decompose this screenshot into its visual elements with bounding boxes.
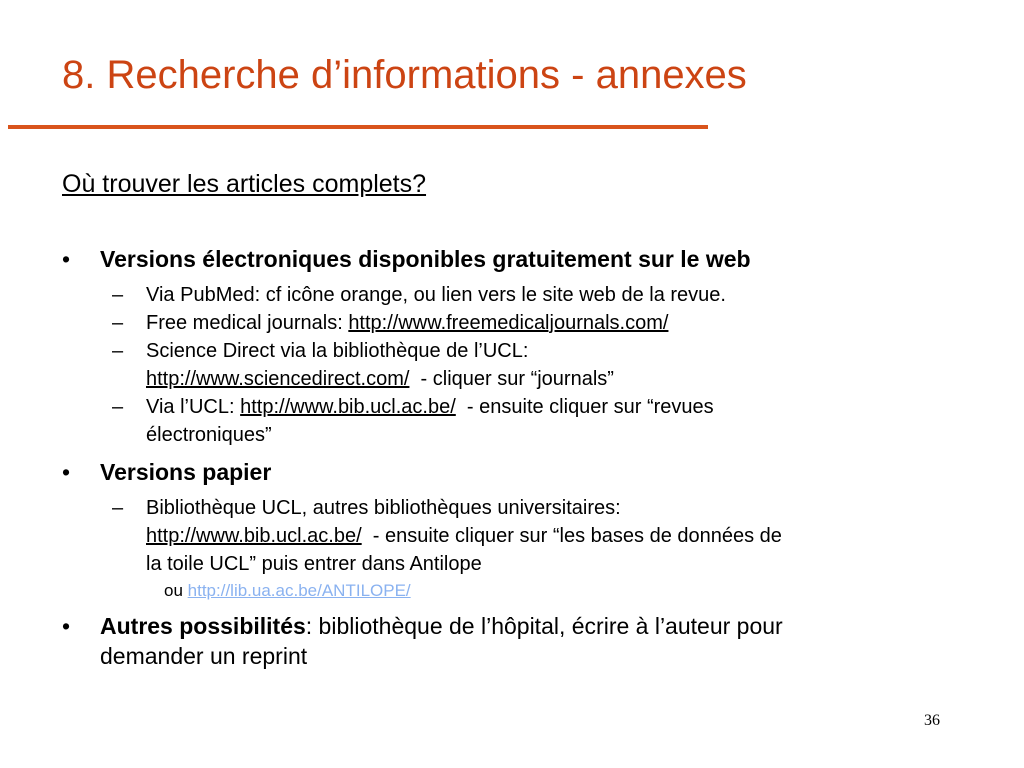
list-item-via-ucl <box>62 393 962 449</box>
slide-subtitle: Où trouver les articles complets? <box>62 170 427 198</box>
bullet-rest: : bibliothèque de l’hôpital, écrire à l’auteur pour <box>305 613 783 639</box>
list-item-text: Bibliothèque UCL, autres bibliothèques universitaires: <box>146 497 621 519</box>
list-item-suffix: - ensuite cliquer sur “les bases de données de <box>361 525 782 547</box>
list-item-prefix: Via l’UCL: <box>146 396 241 418</box>
link-sciencedirect[interactable]: http://www.sciencedirect.com/ <box>146 368 410 390</box>
link-bib-ucl-paper[interactable]: http://www.bib.ucl.ac.be/ <box>146 525 362 547</box>
bullet-line2: demander un reprint <box>100 643 308 669</box>
list-item-prefix: Free medical journals: <box>146 312 349 334</box>
list-item-bibliotheque-ucl <box>62 494 962 578</box>
sub-item-prefix: ou <box>164 581 188 600</box>
bullet-electronic-versions <box>62 244 962 274</box>
dash-icon: – <box>112 312 124 334</box>
sub-item-antilope <box>62 578 962 604</box>
slide-body <box>62 244 962 671</box>
list-item-text: Via PubMed: cf icône orange, ou lien vers le site web de la revue. <box>146 284 726 306</box>
link-bib-ucl[interactable]: http://www.bib.ucl.ac.be/ <box>240 396 456 418</box>
title-underline-rule <box>8 125 708 129</box>
bullet-heading: Versions électroniques disponibles gratuitement sur le web <box>100 246 751 272</box>
dash-icon: – <box>112 340 124 362</box>
list-item-free-medical-journals <box>62 309 962 337</box>
list-item-line2: électroniques” <box>146 424 272 446</box>
list-item-suffix: - cliquer sur “journals” <box>409 368 614 390</box>
bullet-heading: Versions papier <box>100 459 272 485</box>
bullet-dot-icon: • <box>62 246 71 272</box>
list-item-pubmed <box>62 281 962 309</box>
list-item-line3: la toile UCL” puis entrer dans Antilope <box>146 553 482 575</box>
page-number: 36 <box>924 712 940 729</box>
list-item-suffix: - ensuite cliquer sur “revues <box>455 396 714 418</box>
bullet-dot-icon: • <box>62 613 71 639</box>
slide-title: 8. Recherche d’informations - annexes <box>62 53 747 97</box>
dash-icon: – <box>112 284 124 306</box>
link-antilope[interactable]: http://lib.ua.ac.be/ANTILOPE/ <box>187 581 411 600</box>
bullet-heading: Autres possibilités <box>100 613 306 639</box>
dash-icon: – <box>112 396 124 418</box>
bullet-dot-icon: • <box>62 459 71 485</box>
bullet-paper-versions <box>62 457 962 487</box>
list-item-science-direct <box>62 337 962 393</box>
bullet-other-options <box>62 611 962 671</box>
list-item-text: Science Direct via la bibliothèque de l’UCL: <box>146 340 529 362</box>
dash-icon: – <box>112 497 124 519</box>
link-freemedicaljournals[interactable]: http://www.freemedicaljournals.com/ <box>348 312 669 334</box>
